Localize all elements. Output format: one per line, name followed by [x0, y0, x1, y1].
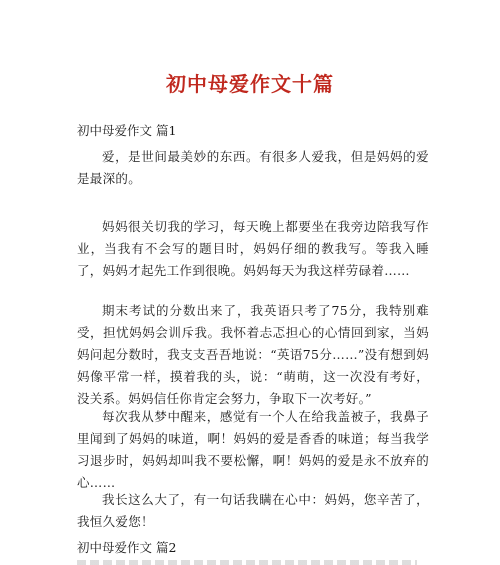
section-heading-2: 初中母爱作文 篇2: [77, 540, 177, 555]
paragraph-3: 期末考试的分数出来了，我英语只考了75分，我特别难受，担忧妈妈会训斥我。我怀着忐忑担心的心情回到家，当妈妈问起分数时，我支支吾吾地说：“英语75分……”没有想到妈妈像平常一样，摸着我的头，说：“萌萌，这一次没有考好，没关系。妈妈信任你肯定会努力，争取下一次考好。”: [77, 303, 429, 406]
section-heading-1: 初中母爱作文 篇1: [77, 123, 177, 138]
paragraph-2: 妈妈很关切我的学习，每天晚上都要坐在我旁边陪我写作业，当我有不会写的题目时，妈妈仔细的教我写。等我入睡了，妈妈才起先工作到很晚。妈妈每天为我这样劳碌着……: [77, 219, 429, 278]
paragraph-5: 我长这么大了，有一句话我瞒在心中：妈妈，您辛苦了，我恒久爱您！: [77, 492, 429, 529]
document-title: 初中母爱作文十篇: [166, 72, 334, 96]
paragraph-1: 爱，是世间最美妙的东西。有很多人爱我，但是妈妈的爱是最深的。: [77, 149, 429, 186]
paragraph-4: 每次我从梦中醒来，感觉有一个人在给我盖被子，我鼻子里闻到了妈妈的味道，啊！妈妈的爱是香香的味道；每当我学习退步时，妈妈却叫我不要松懈，啊！妈妈的爱是永不放弃的心……: [77, 409, 429, 490]
cut-off-text-line: [77, 560, 417, 565]
